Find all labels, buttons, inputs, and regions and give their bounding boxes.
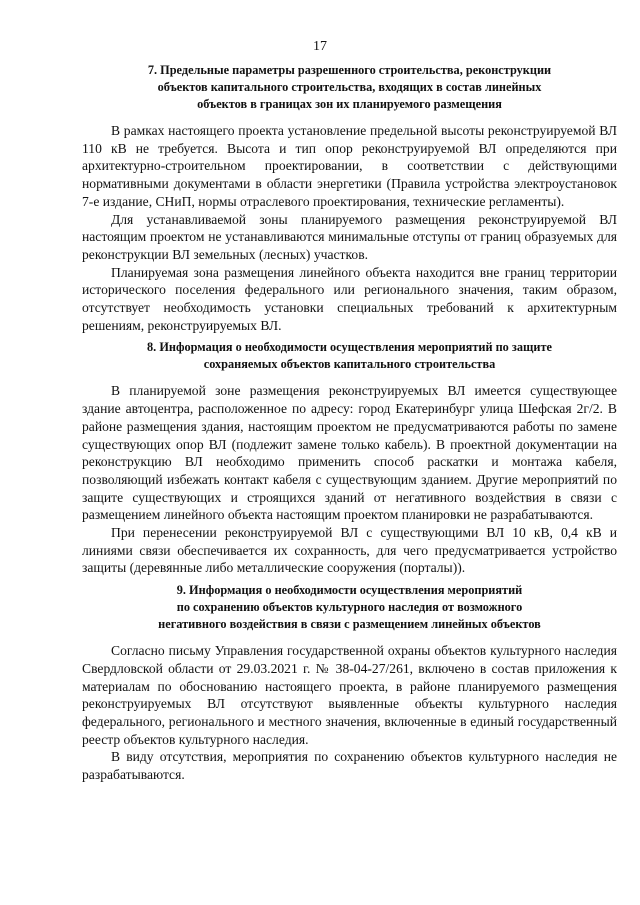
section-7	[82, 62, 617, 334]
paragraph: Для устанавливаемой зоны планируемого размещения реконструируемой ВЛ настоящим проектом не устанавливаются минимальные отступы от границ образуемых для реконструкции ВЛ земельных (лесных) участков.	[82, 211, 617, 262]
paragraph: Планируемая зона размещения линейного объекта находится вне границ территории исторического поселения федерального или регионального значения, таким образом, отсутствует необходимость установки специальных требований к архитектурным решениям, реконструируемых ВЛ.	[82, 264, 617, 333]
heading-line: объектов капитального строительства, входящих в состав линейных	[157, 80, 542, 94]
heading-line: объектов в границах зон их планируемого размещения	[197, 97, 502, 111]
paragraph: В виду отсутствия, мероприятия по сохранению объектов культурного наследия не разрабатываются.	[82, 749, 617, 783]
section-heading	[82, 62, 617, 113]
heading-line: сохраняемых объектов капитального строительства	[203, 357, 496, 372]
heading-line: 8. Информация о необходимости осуществления мероприятий по защите	[147, 340, 552, 355]
heading-line: 9. Информация о необходимости осуществления мероприятий	[176, 583, 523, 598]
heading-line: по сохранению объектов культурного наследия от возможного	[176, 600, 523, 615]
paragraph: В рамках настоящего проекта установление предельной высоты реконструируемой ВЛ 110 кВ не требуется. Высота и тип опор реконструируемой ВЛ определяются при архитектурно-строительном проектировании, в соответствии с действующими нормативными документами в области энергетики (Правила устройства электроустановок 7-е издание, СНиП, нормы отраслевого проектирования, технические регламенты).	[82, 123, 617, 209]
heading-line: 7. Предельные параметры разрешенного строительства, реконструкции	[147, 63, 552, 77]
heading-line: негативного воздействия в связи с размещением линейных объектов	[158, 617, 541, 632]
page-content	[82, 62, 617, 784]
section-heading	[82, 339, 617, 373]
section-9	[82, 582, 617, 784]
page-number: 17	[313, 39, 327, 54]
paragraph: В планируемой зоне размещения реконструируемых ВЛ имеется существующее здание автоцентра, расположенное по адресу: город Екатеринбург улица Шефская 2г/2. В районе размещения здания, настоящим проектом не предусматриваются работы по замене существующих опор ВЛ (подлежит замене только кабель). В проектной документации на реконструкцию ВЛ необходимо применить способ раскатки и монтажа кабеля, позволяющий избежать контакт кабеля с существующим зданием. Другие мероприятий по защите существующих и строящихся зданий от негативного воздействия в связи с размещением линейного объекта настоящим проектом планировки не разрабатываются.	[82, 383, 617, 523]
paragraph: Согласно письму Управления государственной охраны объектов культурного наследия Свердловской области от 29.03.2021 г. № 38-04-27/261, включено в состав приложения к материалам по обоснованию настоящего проекта, в районе планируемого размещения реконструируемых ВЛ отсутствуют выявленные объекты культурного наследия федерального, регионального и местного значения, включенные в единый государственный реестр объектов культурного наследия.	[82, 643, 617, 747]
section-heading	[82, 582, 617, 633]
paragraph: При перенесении реконструируемой ВЛ с существующими ВЛ 10 кВ, 0,4 кВ и линиями связи обеспечивается их сохранность, для чего предусматривается устройство защиты (деревянные либо металлические сооружения (порталы)).	[82, 525, 617, 576]
section-8	[82, 339, 617, 577]
